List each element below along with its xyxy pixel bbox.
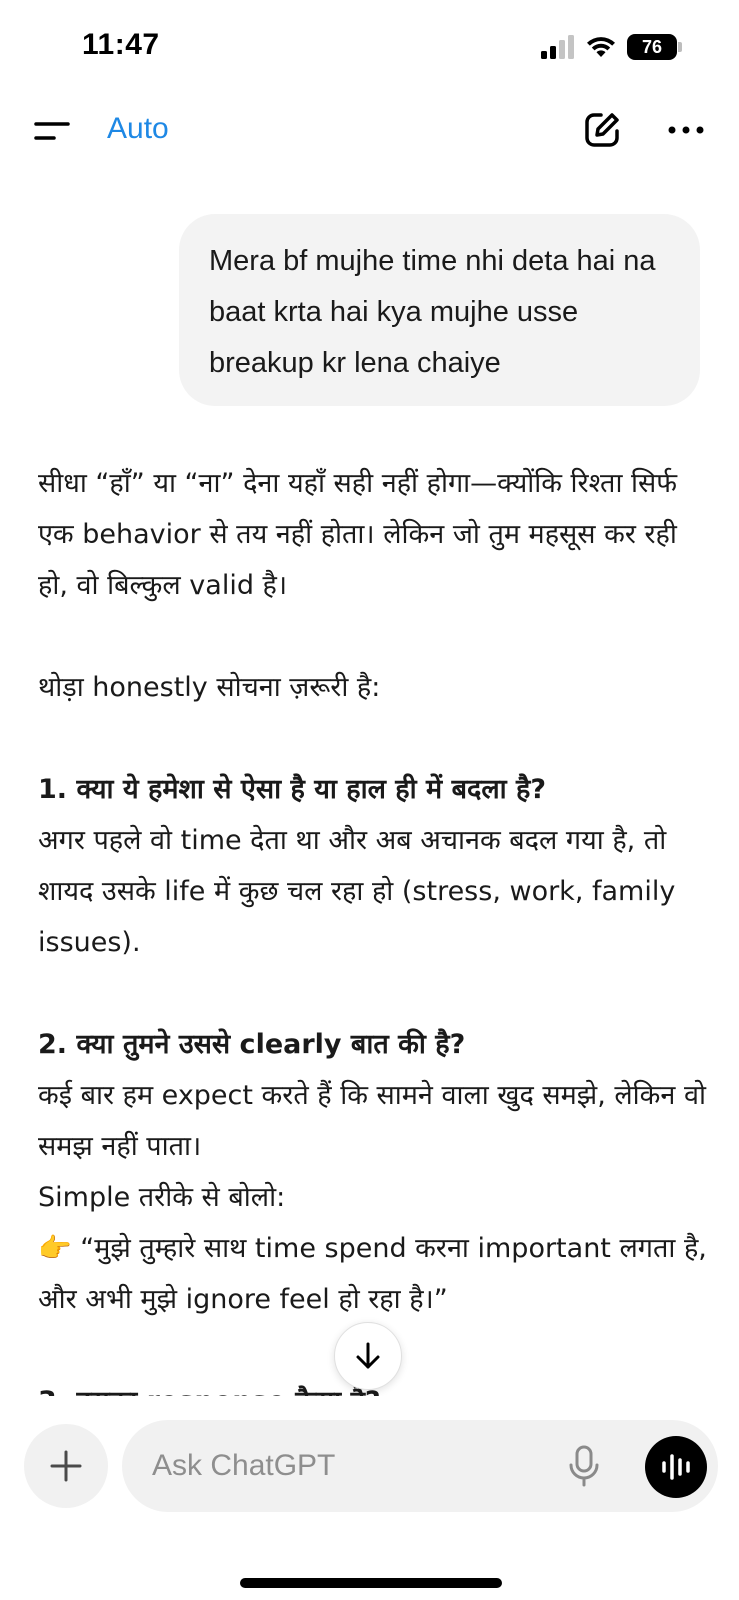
compose-icon [582, 110, 622, 150]
status-indicators [541, 34, 677, 60]
scroll-to-bottom-button[interactable] [334, 1322, 402, 1390]
home-indicator [240, 1578, 502, 1588]
status-time: 11:47 [82, 28, 160, 61]
microphone-icon [564, 1444, 604, 1488]
dictate-button[interactable] [564, 1444, 604, 1488]
more-options-button[interactable] [664, 118, 708, 142]
top-nav [0, 100, 739, 164]
point-2-hint: Simple तरीके से बोलो: [38, 1182, 286, 1213]
message-input[interactable] [152, 1442, 532, 1490]
pointing-hand-icon: 👉 [38, 1233, 72, 1264]
message-composer [122, 1420, 718, 1512]
user-message-bubble: Mera bf mujhe time nhi deta hai na baat krta hai kya mujhe usse breakup kr lena chaiye [179, 214, 700, 406]
ellipsis-icon [664, 118, 708, 142]
model-selector[interactable]: Auto [107, 112, 169, 145]
voice-mode-button[interactable] [645, 1436, 707, 1498]
status-bar [0, 0, 739, 90]
waveform-icon [660, 1452, 692, 1482]
new-chat-button[interactable] [582, 110, 622, 150]
attach-button[interactable] [24, 1424, 108, 1508]
assistant-message [38, 458, 708, 1427]
assistant-intro: सीधा “हाँ” या “ना” देना यहाँ सही नहीं होगा—क्योंकि रिश्ता सिर्फ एक behavior से तय नहीं होता। लेकिन जो तुम महसूस कर रही हो, वो बिल्कुल valid है। [38, 468, 678, 601]
point-1-body: अगर पहले वो time देता था और अब अचानक बदल गया है, तो शायद उसके life में कुछ चल रहा हो (stress, work, family issues). [38, 825, 676, 958]
point-2-quote-line [38, 1223, 708, 1325]
battery-tip [678, 42, 682, 52]
sidebar-menu-button[interactable] [32, 112, 76, 152]
wifi-icon [585, 35, 617, 59]
battery-level: 76 [641, 36, 663, 57]
menu-icon [32, 112, 76, 152]
battery-indicator [627, 34, 677, 60]
point-2-heading: 2. क्या तुमने उससे clearly बात की है? [38, 1029, 466, 1060]
point-1-heading: 1. क्या ये हमेशा से ऐसा है या हाल ही में बदला है? [38, 774, 547, 805]
point-2-body: कई बार हम expect करते हैं कि सामने वाला खुद समझे, लेकिन वो समझ नहीं पाता। [38, 1080, 706, 1162]
signal-icon [541, 35, 575, 59]
assistant-lead-in: थोड़ा honestly सोचना ज़रूरी है: [38, 672, 381, 703]
arrow-down-icon [354, 1341, 382, 1371]
point-2-quote: “मुझे तुम्हारे साथ time spend करना important लगता है, और अभी मुझे ignore feel हो रहा है।” [38, 1233, 707, 1315]
plus-icon [49, 1449, 83, 1483]
